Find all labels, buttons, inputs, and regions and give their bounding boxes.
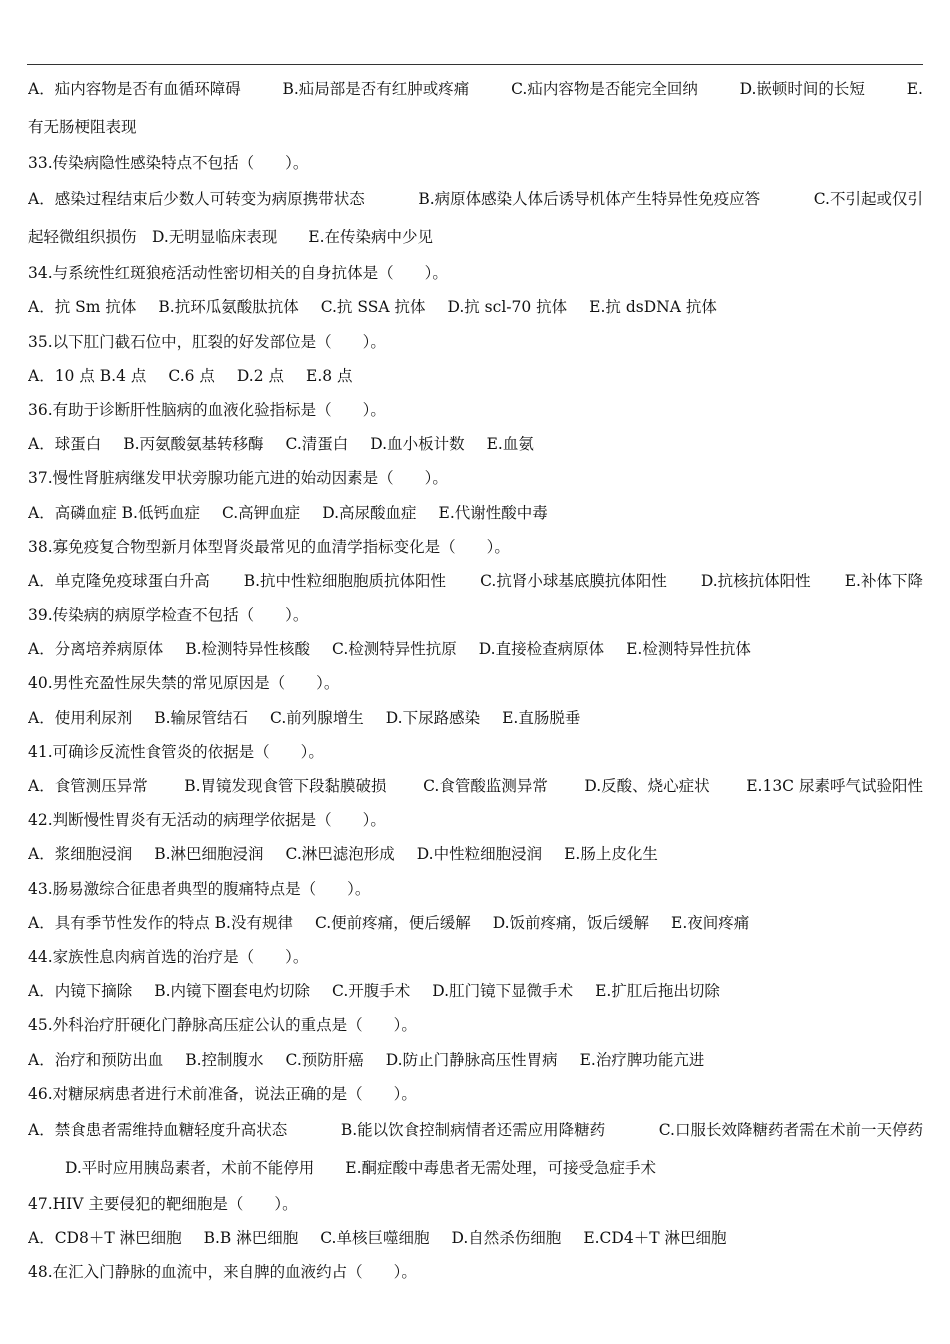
exam-page [28,70,923,1289]
q39-option-a: A．分离培养病原体 [28,640,164,659]
q32-option-a: A．疝内容物是否有血循环障碍 [28,80,241,98]
q42-stem: 42.判断慢性胃炎有无活动的病理学依据是（ ）。 [28,811,386,830]
q37-option-c: C.高钾血症 [221,503,301,522]
q47-option-a: A．CD8＋T 淋巴细胞 [28,1229,182,1248]
q36-option-d: D.血小板计数 [370,435,465,454]
q44-option-d: D.肛门镜下显微手术 [432,982,574,1001]
q38-stem: 38.寡免疫复合物型新月体型肾炎最常见的血清学指标变化是（ ）。 [28,537,510,556]
q41-option-b: B.胃镜发现食管下段黏膜破损 [184,777,387,795]
q34-option-c: C.抗 SSA 抗体 [320,298,426,317]
q43-option-e: E.夜间疼痛 [671,913,750,932]
q36-option-a: A．球蛋白 [28,435,102,454]
q42-option-b: B.淋巴细胞浸润 [154,845,264,864]
q37-options [28,496,923,530]
q36-option-c: C.清蛋白 [285,435,349,454]
q33-option-c: C.不引起或仅引 [813,190,923,209]
q42-options [28,837,923,871]
q35-option-d: D.2 点 [236,366,285,385]
q45-stem: 45.外科治疗肝硬化门静脉高压症公认的重点是（ ）。 [28,1016,417,1035]
q37-option-d: D.高尿酸血症 [322,503,417,522]
q32-option-d: D.嵌顿时间的长短 [739,80,865,98]
q42-option-d: D.中性粒细胞浸润 [416,845,543,864]
q35-options [28,359,923,393]
q44-option-c: C.开腹手术 [332,982,411,1001]
q40-option-a: A．使用利尿剂 [28,708,133,727]
q46-options-line1 [28,1111,923,1149]
q35-option-e: E.8 点 [306,366,353,385]
q38-option-b: B.抗中性粒细胞胞质抗体阳性 [243,571,447,590]
q36-option-e: E.血氨 [486,435,534,454]
q40-option-d: D.下尿路感染 [385,708,481,727]
q39-option-c: C.检测特异性抗原 [332,640,457,659]
q45-option-d: D.防止门静脉高压性胃病 [385,1050,558,1069]
q47-option-e: E.CD4＋T 淋巴细胞 [583,1229,727,1248]
q45-options [28,1043,923,1077]
q40-option-e: E.直肠脱垂 [502,708,581,727]
q41-option-c: C.食管酸监测异常 [423,777,548,795]
q46-options-line2: D.平时应用胰岛素者，术前不能停用 E.酮症酸中毒患者无需处理，可接受急症手术 [65,1158,657,1177]
q34-stem: 34.与系统性红斑狼疮活动性密切相关的自身抗体是（ ）。 [28,264,448,283]
q45-option-b: B.控制腹水 [185,1050,264,1069]
q34-option-a: A．抗 Sm 抗体 [28,298,137,317]
q36-option-b: B.丙氨酸氨基转移酶 [123,435,264,454]
q34-option-e: E.抗 dsDNA 抗体 [589,298,717,317]
q34-options [28,290,923,324]
q40-option-c: C.前列腺增生 [270,708,364,727]
q47-options [28,1221,923,1255]
q35-stem: 35.以下肛门截石位中，肛裂的好发部位是（ ）。 [28,332,386,351]
q32-option-c: C.疝内容物是否能完全回纳 [511,80,698,98]
q40-stem: 40.男性充盈性尿失禁的常见原因是（ ）。 [28,674,340,693]
q39-options [28,632,923,666]
q41-stem: 41.可确诊反流性食管炎的依据是（ ）。 [28,742,324,761]
q38-options [28,564,923,598]
q39-option-b: B.检测特异性核酸 [185,640,311,659]
q46-option-a: A．禁食患者需维持血糖轻度升高状态 [28,1120,288,1139]
q42-option-a: A．浆细胞浸润 [28,845,133,864]
q33-option-b: B.病原体感染人体后诱导机体产生特异性免疫应答 [418,190,761,209]
q45-option-e: E.治疗脾功能亢进 [579,1050,705,1069]
q33-options-line1 [28,180,923,218]
q37-stem: 37.慢性肾脏病继发甲状旁腺功能亢进的始动因素是（ ）。 [28,469,448,488]
q34-option-b: B.抗环瓜氨酸肽抗体 [158,298,299,317]
q32-options [28,70,923,108]
q36-stem: 36.有助于诊断肝性脑病的血液化验指标是（ ）。 [28,400,386,419]
q43-options [28,906,923,940]
q41-options [28,769,923,803]
q41-option-d: D.反酸、烧心症状 [584,777,710,795]
q37-option-ab: A．高磷血症 B.低钙血症 [28,503,200,522]
q35-option-c: C.6 点 [168,366,215,385]
q34-option-d: D.抗 scl-70 抗体 [447,298,568,317]
q42-option-e: E.肠上皮化生 [564,845,658,864]
header-rule [27,64,923,65]
q40-option-b: B.输尿管结石 [154,708,249,727]
q44-stem: 44.家族性息肉病首选的治疗是（ ）。 [28,947,309,966]
q46-option-b: B.能以饮食控制病情者还需应用降糖药 [340,1120,606,1139]
q47-stem: 47.HIV 主要侵犯的靶细胞是（ ）。 [28,1194,298,1213]
q36-options [28,427,923,461]
q43-stem: 43.肠易激综合征患者典型的腹痛特点是（ ）。 [28,879,371,898]
q33-stem: 33.传染病隐性感染特点不包括（ ）。 [28,154,309,172]
q41-option-e: E.13C 尿素呼气试验阳性 [746,777,923,795]
q38-option-c: C.抗肾小球基底膜抗体阳性 [480,571,667,590]
q39-stem: 39.传染病的病原学检查不包括（ ）。 [28,606,309,625]
q32-option-b: B.疝局部是否有红肿或疼痛 [282,80,470,98]
q44-option-a: A．内镜下摘除 [28,982,133,1001]
q45-option-c: C.预防肝癌 [285,1050,364,1069]
q46-stem: 46.对糖尿病患者进行术前准备，说法正确的是（ ）。 [28,1084,417,1103]
q47-option-c: C.单核巨噬细胞 [320,1229,430,1248]
q44-option-b: B.内镜下圈套电灼切除 [154,982,311,1001]
q32-option-e-text: 有无肠梗阻表现 [28,118,137,136]
q47-option-d: D.自然杀伤细胞 [451,1229,562,1248]
q43-option-d: D.饭前疼痛，饭后缓解 [492,913,650,932]
q32-option-e-marker: E. [906,80,923,98]
q33-option-a: A．感染过程结束后少数人可转变为病原携带状态 [28,190,365,209]
q39-option-d: D.直接检查病原体 [478,640,605,659]
q44-options [28,974,923,1008]
q48-stem: 48.在汇入门静脉的血流中，来自脾的血液约占（ ）。 [28,1263,417,1282]
q39-option-e: E.检测特异性抗体 [626,640,751,659]
q41-option-a: A．食管测压异常 [28,777,148,795]
q38-option-e: E.补体下降 [844,571,923,590]
q40-options [28,701,923,735]
q42-option-c: C.淋巴滤泡形成 [285,845,395,864]
q46-option-c: C.口服长效降糖药者需在术前一天停药 [658,1120,923,1139]
q38-option-d: D.抗核抗体阳性 [700,571,811,590]
q43-option-ab: A．具有季节性发作的特点 B.没有规律 [28,913,293,932]
q38-option-a: A．单克隆免疫球蛋白升高 [28,571,210,590]
q43-option-c: C.便前疼痛，便后缓解 [314,913,471,932]
q44-option-e: E.扩肛后拖出切除 [595,982,720,1001]
q47-option-b: B.B 淋巴细胞 [203,1229,299,1248]
q33-options-line2: 起轻微组织损伤 D.无明显临床表现 E.在传染病中少见 [28,228,434,247]
q37-option-e: E.代谢性酸中毒 [438,503,548,522]
q35-option-ab: A．10 点 B.4 点 [28,366,147,385]
q45-option-a: A．治疗和预防出血 [28,1050,164,1069]
